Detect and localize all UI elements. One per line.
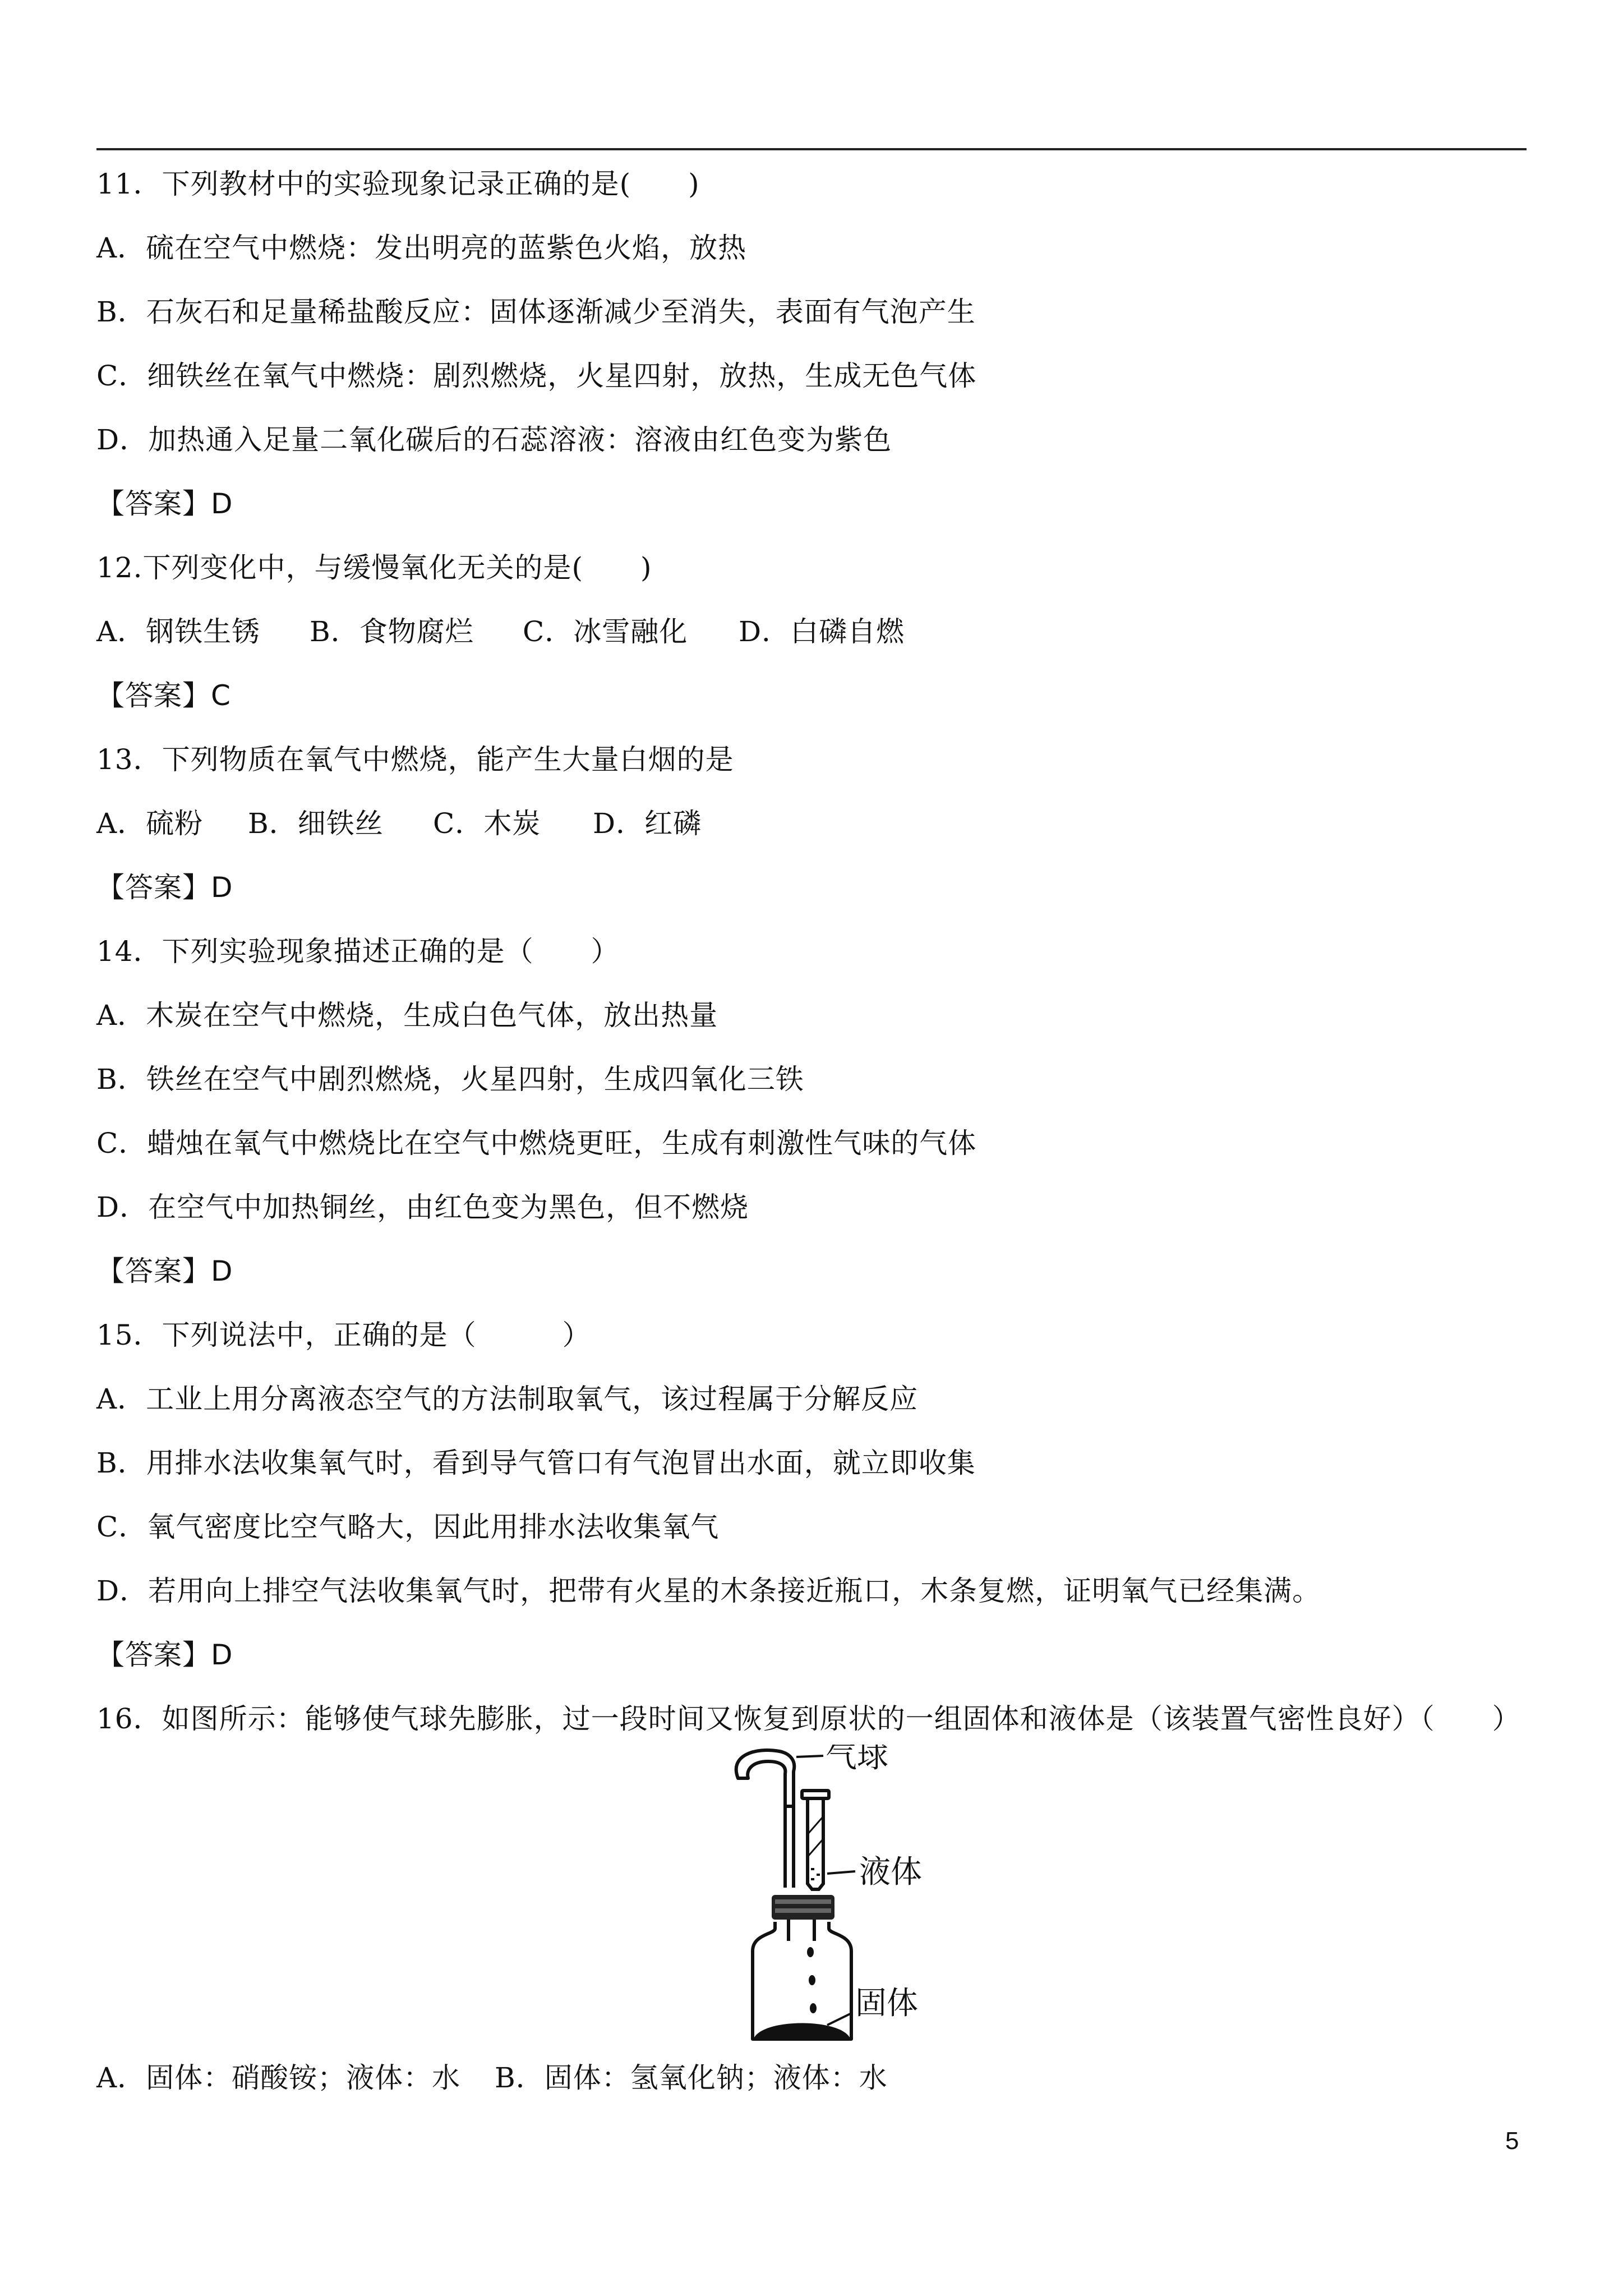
q12-option-a: A．钢铁生锈 <box>96 615 261 648</box>
q15-answer: 【答案】D <box>96 1639 233 1671</box>
label-solid: 固体 <box>855 1985 918 2022</box>
page-number: 5 <box>1505 2127 1519 2155</box>
q14-answer: 【答案】D <box>96 1255 233 1287</box>
balloon-apparatus-figure <box>712 1745 925 2047</box>
funnel-body <box>808 1798 823 1889</box>
q12-option-b: B．食物腐烂 <box>310 615 474 648</box>
q14-option-d: D．在空气中加热铜丝，由红色变为黑色，但不燃烧 <box>96 1191 749 1223</box>
liquid-label-line <box>827 1871 855 1874</box>
q15-option-b: B．用排水法收集氧气时，看到导气管口有气泡冒出水面，就立即收集 <box>96 1447 976 1479</box>
q15-option-d: D．若用向上排空气法收集氧气时，把带有火星的木条接近瓶口，木条复燃，证明氧气已经集满。 <box>96 1575 1321 1607</box>
balloon-label-line <box>796 1756 823 1757</box>
q11-answer: 【答案】D <box>96 487 233 520</box>
q13-option-c: C．木炭 <box>433 807 541 840</box>
q11-option-c: C．细铁丝在氧气中燃烧：剧烈燃烧，火星四射，放热，生成无色气体 <box>96 360 977 392</box>
q16-stem: 16．如图所示：能够使气球先膨胀，过一段时间又恢复到原状的一组固体和液体是（该装置气密性良好）（ ） <box>96 1703 1521 1735</box>
header-rule <box>96 148 1527 150</box>
q12-options <box>96 614 905 650</box>
q15-stem: 15．下列说法中，正确的是（ ） <box>96 1319 591 1351</box>
label-liquid: 液体 <box>859 1854 922 1890</box>
q11-option-d: D．加热通入足量二氧化碳后的石蕊溶液：溶液由红色变为紫色 <box>96 424 892 456</box>
q13-option-b: B．细铁丝 <box>248 807 384 840</box>
q16-option-a: A．固体：硝酸铵；液体：水 <box>96 2062 461 2094</box>
bottle-stopper <box>772 1895 834 1920</box>
solid-pile <box>754 2023 850 2038</box>
q13-stem: 13．下列物质在氧气中燃烧，能产生大量白烟的是 <box>96 743 734 776</box>
q15-option-c: C．氧气密度比空气略大，因此用排水法收集氧气 <box>96 1511 720 1543</box>
q12-stem: 12.下列变化中，与缓慢氧化无关的是( ) <box>96 551 652 584</box>
q14-option-c: C．蜡烛在氧气中燃烧比在空气中燃烧更旺，生成有刺激性气味的气体 <box>96 1127 977 1159</box>
q13-option-d: D．红磷 <box>593 807 702 840</box>
q13-answer: 【答案】D <box>96 871 233 904</box>
q13-option-a: A．硫粉 <box>96 807 204 840</box>
solid-label-line <box>827 2013 852 2025</box>
q14-option-b: B．铁丝在空气中剧烈燃烧，火星四射，生成四氧化三铁 <box>96 1063 804 1096</box>
q16-option-b: B．固体：氢氧化钠；液体：水 <box>495 2062 888 2094</box>
q12-option-d: D．白磷自燃 <box>739 615 905 648</box>
funnel-cap <box>802 1791 829 1798</box>
q11-option-b: B．石灰石和足量稀盐酸反应：固体逐渐减少至消失，表面有气泡产生 <box>96 296 976 328</box>
q12-option-c: C．冰雪融化 <box>523 615 688 648</box>
q13-options <box>96 806 702 841</box>
q14-option-a: A．木炭在空气中燃烧，生成白色气体，放出热量 <box>96 999 718 1032</box>
q11-option-a: A．硫在空气中燃烧：发出明亮的蓝紫色火焰，放热 <box>96 232 747 264</box>
label-balloon: 气球 <box>826 1745 888 1775</box>
q11-stem: 11．下列教材中的实验现象记录正确的是( ) <box>96 168 700 200</box>
q16-options <box>96 2060 888 2096</box>
q12-answer: 【答案】C <box>96 679 231 712</box>
balloon-shape <box>736 1750 795 1806</box>
q14-stem: 14．下列实验现象描述正确的是（ ） <box>96 935 620 968</box>
q15-option-a: A．工业上用分离液态空气的方法制取氧气，该过程属于分解反应 <box>96 1383 919 1415</box>
